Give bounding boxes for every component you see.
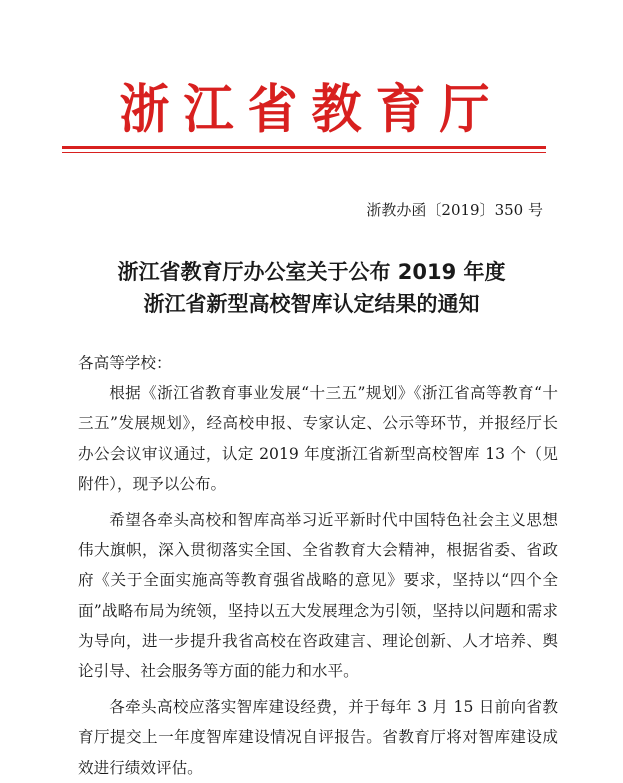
document-body — [78, 348, 558, 783]
document-number: 浙教办函〔2019〕350 号 — [366, 201, 543, 219]
body-paragraph-2: 希望各牵头高校和智库高举习近平新时代中国特色社会主义思想伟大旗帜，深入贯彻落实全国、全省教育大会精神，根据省委、省政府《关于全面实施高等教育强省战略的意见》要求，坚持以“四个全面”战略布局为统领，坚持以五大发展理念为引领，坚持以问题和需求为导向，进一步提升我省高校在咨政建言、理论创新、人才培养、舆论引导、社会服务等方面的能力和水平。 — [78, 511, 558, 681]
document-title — [0, 256, 623, 320]
masthead-rule-thin — [62, 152, 546, 153]
agency-masthead: 浙江省教育厅 — [119, 78, 504, 140]
salutation: 各高等学校： — [78, 354, 172, 372]
title-line-1: 浙江省教育厅办公室关于公布 2019 年度 — [117, 260, 506, 284]
masthead-rule-thick — [62, 146, 546, 149]
body-paragraph-1: 根据《浙江省教育事业发展“十三五”规划》《浙江省高等教育“十三五”发展规划》，经高校申报、专家认定、公示等环节，并报经厅长办公会议审议通过，认定 2019 年度浙江省新型高校智库 13 个（见附件），现予以公布。 — [78, 384, 558, 493]
body-paragraph-3: 各牵头高校应落实智库建设经费，并于每年 3 月 15 日前向省教育厅提交上一年度智库建设情况自评报告。省教育厅将对智库建设成效进行绩效评估。 — [78, 698, 558, 777]
title-line-2: 浙江省新型高校智库认定结果的通知 — [143, 292, 480, 316]
